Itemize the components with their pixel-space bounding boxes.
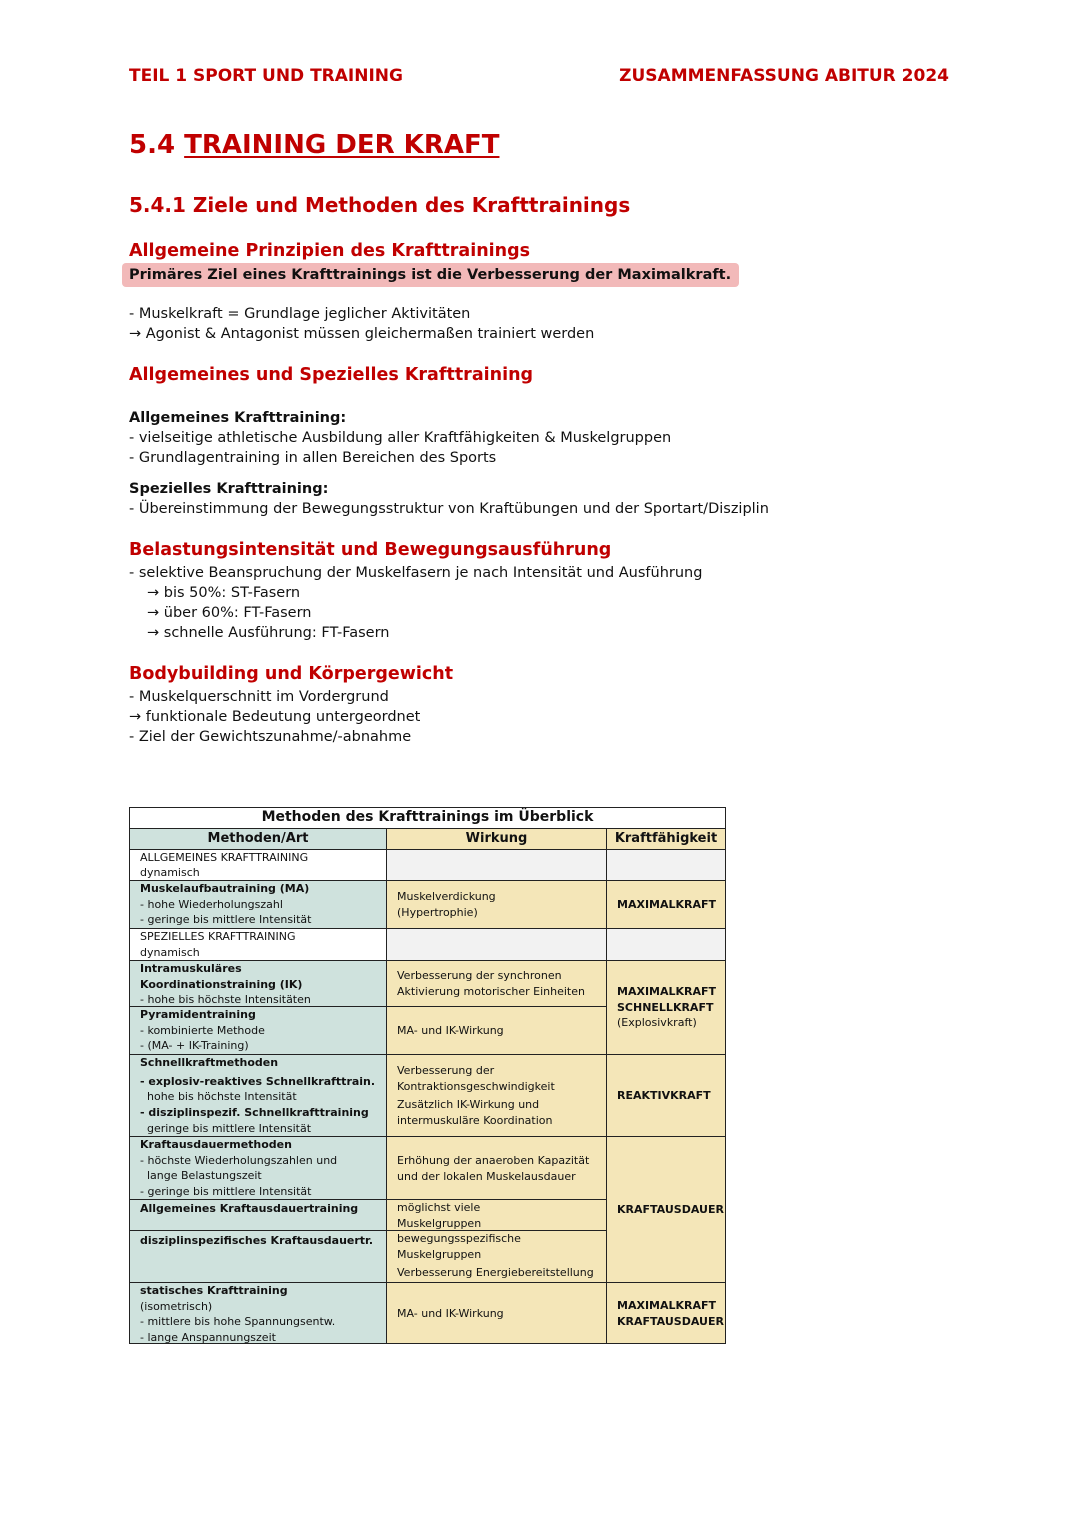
cell-text: intermuskuläre Koordination: [397, 1113, 553, 1127]
header-left: TEIL 1 SPORT UND TRAINING: [129, 66, 403, 86]
cell-text: - höchste Wiederholungszahlen und: [140, 1153, 338, 1167]
cell-text: bewegungsspezifische: [397, 1232, 521, 1245]
text-line: - Ziel der Gewichtszunahme/-abnahme: [129, 729, 412, 745]
cell-text: - lange Anspannungszeit: [140, 1330, 276, 1343]
row-schnell-method: [130, 1054, 386, 1136]
cell-text: - hohe bis höchste Intensitäten: [140, 993, 311, 1006]
row-ma-ability: [606, 880, 725, 928]
cell-text: Pyramidentraining: [140, 1008, 256, 1021]
cell-text: - explosiv-reaktives Schnellkrafttrain.: [140, 1075, 376, 1088]
subtitle: 5.4.1 Ziele und Methoden des Krafttrainings: [129, 193, 631, 217]
row-ma-method: [130, 880, 386, 928]
row-ausdauer-effect: [386, 1136, 606, 1199]
heading-prinzipien: Allgemeine Prinzipien des Krafttrainings: [129, 241, 531, 261]
text-line: - Muskelkraft = Grundlage jeglicher Aktivitäten: [129, 306, 471, 322]
cell-text: - geringe bis mittlere Intensität: [140, 1184, 312, 1198]
row-ausdauer-ability: [606, 1136, 725, 1282]
cell-text: Kontraktionsgeschwindigkeit: [397, 1079, 555, 1093]
empty-cell: [606, 928, 725, 960]
cell-text: Allgemeines Kraftausdauertraining: [140, 1202, 359, 1215]
cell-text: - mittlere bis hohe Spannungsentw.: [140, 1315, 336, 1328]
text-line: → bis 50%: ST-Fasern: [147, 585, 301, 601]
cell-text: - hohe Wiederholungszahl: [140, 897, 283, 911]
cell-text: SCHNELLKRAFT: [617, 1000, 714, 1014]
methods-table: [129, 807, 726, 1344]
table-title-cell: [130, 808, 725, 828]
cell-text: geringe bis mittlere Intensität: [147, 1121, 312, 1135]
row-ma-effect: [386, 880, 606, 928]
text-line: - Grundlagentraining in allen Bereichen des Sports: [129, 450, 497, 466]
empty-cell: [386, 928, 606, 960]
cell-text: (isometrisch): [140, 1299, 213, 1313]
cell-text: (Hypertrophie): [397, 905, 478, 919]
row-spezielles: [130, 928, 386, 960]
col-header-method: [130, 828, 386, 849]
text-line: - Muskelquerschnitt im Vordergrund: [129, 689, 389, 705]
cell-text: KRAFTAUSDAUER: [617, 1314, 724, 1328]
cell-text: Muskelgruppen: [397, 1216, 482, 1230]
col-header-text: Wirkung: [465, 831, 528, 846]
cell-text: - geringe bis mittlere Intensität: [140, 913, 312, 926]
cell-text: SPEZIELLES KRAFTTRAINING: [140, 930, 296, 943]
cell-text: MA- und IK-Wirkung: [397, 1024, 504, 1037]
cell-text: Koordinationstraining (IK): [140, 977, 303, 991]
text-line: - vielseitige athletische Ausbildung aller Kraftfähigkeiten & Muskelgruppen: [129, 430, 672, 446]
cell-text: und der lokalen Muskelausdauer: [397, 1169, 576, 1183]
cell-text: KRAFTAUSDAUER: [617, 1203, 724, 1216]
empty-cell: [386, 849, 606, 880]
row-pyramide-method: [130, 1006, 386, 1054]
row-allg-ausdauer-effect: [386, 1199, 606, 1230]
cell-text: MAXIMALKRAFT: [617, 985, 717, 998]
cell-text: Muskelgruppen: [397, 1247, 482, 1261]
cell-text: Verbesserung Energiebereitstellung: [397, 1266, 594, 1279]
title-text: TRAINING DER KRAFT: [184, 130, 500, 160]
heading-belastung: Belastungsintensität und Bewegungsausführung: [129, 540, 612, 560]
empty-cell: [606, 849, 725, 880]
text-line: → über 60%: FT-Fasern: [147, 605, 312, 621]
cell-text: Kraftausdauermethoden: [140, 1138, 292, 1151]
cell-text: möglichst viele: [397, 1201, 481, 1214]
highlight-box: Primäres Ziel eines Krafttrainings ist die Verbesserung der Maximalkraft.: [122, 263, 739, 287]
row-ausdauer-method: [130, 1136, 386, 1199]
cell-text: - (MA- + IK-Training): [140, 1039, 249, 1052]
cell-text: MA- und IK-Wirkung: [397, 1307, 504, 1320]
label-allg: Allgemeines Krafttraining:: [129, 410, 347, 426]
cell-text: - kombinierte Methode: [140, 1023, 265, 1037]
row-statisch-effect: [386, 1282, 606, 1343]
cell-text: Muskelverdickung: [397, 890, 496, 903]
text-line: - selektive Beanspruchung der Muskelfasern je nach Intensität und Ausführung: [129, 565, 703, 581]
cell-text: Muskelaufbautraining (MA): [140, 882, 310, 895]
cell-text: Verbesserung der: [397, 1064, 495, 1077]
col-header-ability: [606, 828, 725, 849]
cell-text: hohe bis höchste Intensität: [147, 1090, 297, 1103]
cell-text: dynamisch: [140, 945, 200, 959]
col-header-text: Methoden/Art: [207, 831, 309, 846]
row-statisch-method: [130, 1282, 386, 1343]
text-line: → Agonist & Antagonist müssen gleichermaßen trainiert werden: [129, 326, 595, 342]
page-title: [129, 130, 499, 160]
table-title: Methoden des Krafttrainings im Überblick: [261, 809, 594, 825]
label-spez: Spezielles Krafttraining:: [129, 481, 329, 497]
header-right: ZUSAMMENFASSUNG ABITUR 2024: [619, 66, 949, 86]
row-allg-ausdauer-method: [130, 1199, 386, 1230]
cell-text: MAXIMALKRAFT: [617, 1299, 717, 1312]
text-line: → schnelle Ausführung: FT-Fasern: [147, 625, 390, 641]
cell-text: statisches Krafttraining: [140, 1284, 288, 1297]
row-disz-ausdauer-method: [130, 1230, 386, 1282]
col-header-effect: [386, 828, 606, 849]
row-disz-ausdauer-effect: [386, 1230, 606, 1282]
row-ik-effect: [386, 960, 606, 1006]
cell-text: dynamisch: [140, 866, 200, 879]
col-header-text: Kraftfähigkeit: [614, 831, 718, 846]
cell-text: lange Belastungszeit: [147, 1169, 262, 1182]
cell-text: MAXIMALKRAFT: [617, 898, 717, 911]
heading-bodybuilding: Bodybuilding und Körpergewicht: [129, 664, 454, 684]
row-ik-ability: [606, 960, 725, 1054]
cell-text: disziplinspezifisches Kraftausdauertr.: [140, 1234, 374, 1247]
row-schnell-ability: [606, 1054, 725, 1136]
cell-text: (Explosivkraft): [617, 1016, 697, 1029]
row-allgemeines: [130, 849, 386, 880]
cell-text: Intramuskuläres: [140, 962, 242, 975]
cell-text: Zusätzlich IK-Wirkung und: [397, 1098, 540, 1111]
text-line: → funktionale Bedeutung untergeordnet: [129, 709, 421, 725]
row-statisch-ability: [606, 1282, 725, 1343]
row-schnell-effect: [386, 1054, 606, 1136]
heading-allg-spez: Allgemeines und Spezielles Krafttraining: [129, 365, 534, 385]
title-number: 5.4: [129, 130, 176, 160]
cell-text: Erhöhung der anaeroben Kapazität: [397, 1154, 590, 1167]
row-ik-method: [130, 960, 386, 1006]
cell-text: Schnellkraftmethoden: [140, 1056, 279, 1069]
cell-text: REAKTIVKRAFT: [617, 1089, 711, 1102]
cell-text: ALLGEMEINES KRAFTTRAINING: [140, 851, 309, 864]
text-line: - Übereinstimmung der Bewegungsstruktur von Kraftübungen und der Sportart/Disziplin: [129, 501, 769, 517]
cell-text: Aktivierung motorischer Einheiten: [397, 984, 585, 998]
row-pyramide-effect: [386, 1006, 606, 1054]
cell-text: Verbesserung der synchronen: [397, 969, 562, 982]
cell-text: - disziplinspezif. Schnellkrafttraining: [140, 1106, 369, 1119]
